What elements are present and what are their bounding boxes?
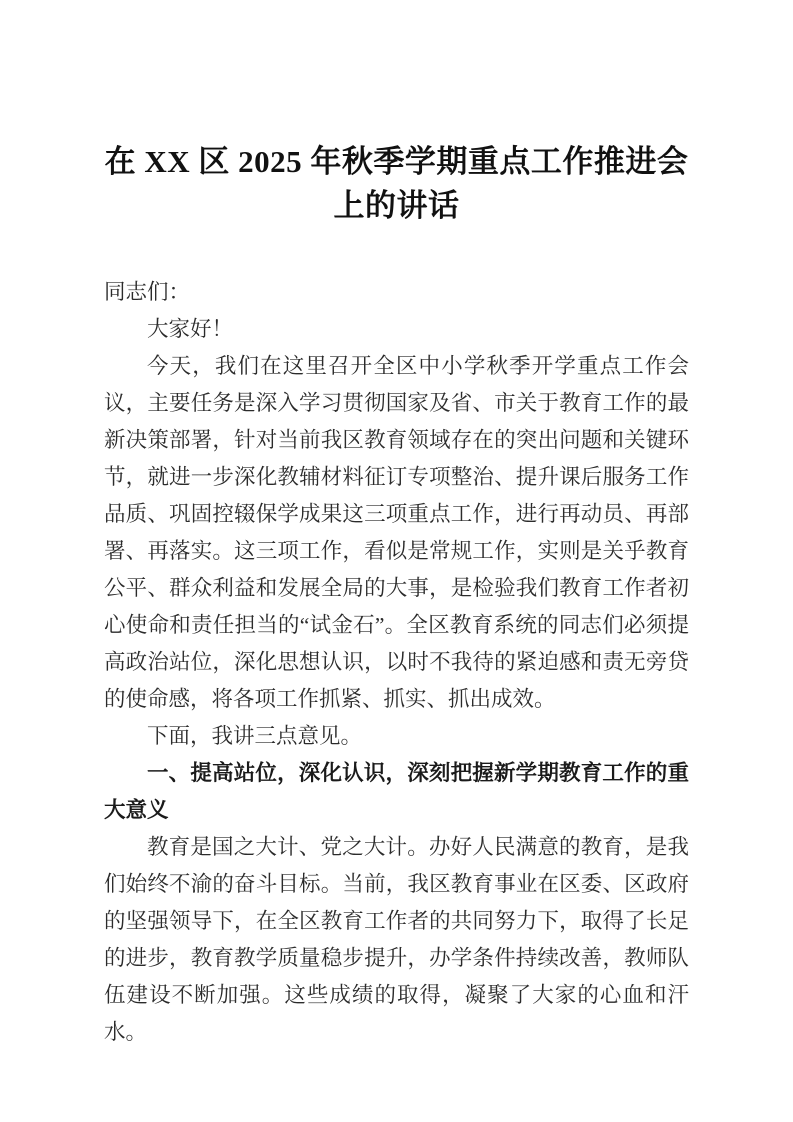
section-1-paragraph: 教育是国之大计、党之大计。办好人民满意的教育，是我们始终不渝的奋斗目标。当前，我区教育事业在区委、区政府的坚强领导下，在全区教育工作者的共同努力下，取得了长足的进步，教育教学质量稳步提升，办学条件持续改善，教师队伍建设不断加强。这些成绩的取得，凝聚了大家的心血和汗水。: [104, 835, 689, 1044]
greeting-line: 大家好！: [147, 317, 234, 341]
salutation-line: 同志们：: [104, 280, 191, 304]
document-title: 在 XX 区 2025 年秋季学期重点工作推进会上的讲话: [104, 144, 689, 223]
document-body: [104, 274, 689, 1051]
transition-line: 下面，我讲三点意见。: [147, 724, 363, 748]
intro-paragraph: 今天，我们在这里召开全区中小学秋季开学重点工作会议，主要任务是深入学习贯彻国家及省、市关于教育工作的最新决策部署，针对当前我区教育领域存在的突出问题和关键环节，就进一步深化教辅材料征订专项整治、提升课后服务工作品质、巩固控辍保学成果这三项重点工作，进行再动员、再部署、再落实。这三项工作，看似是常规工作，实则是关乎教育公平、群众利益和发展全局的大事，是检验我们教育工作者初心使命和责任担当的“试金石”。全区教育系统的同志们必须提高政治站位，深化思想认识，以时不我待的紧迫感和责无旁贷的使命感，将各项工作抓紧、抓实、抓出成效。: [104, 354, 689, 711]
section-heading-1: 一、提高站位，深化认识，深刻把握新学期教育工作的重大意义: [104, 761, 689, 822]
